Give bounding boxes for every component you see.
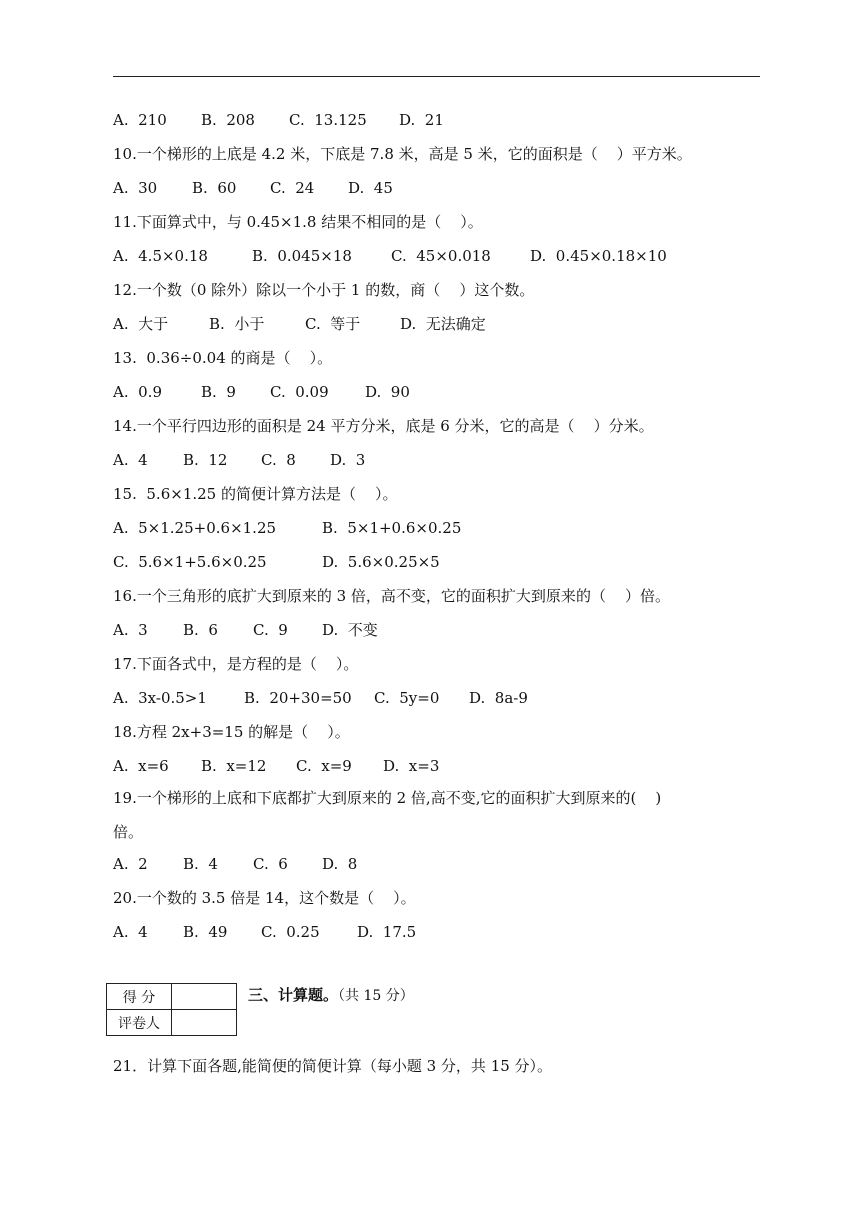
option-16a: A. 3 — [113, 621, 148, 639]
question-12: 12.一个数（0 除外）除以一个小于 1 的数，商（ ）这个数。 — [113, 281, 535, 299]
option-15b: B. 5×1+0.6×0.25 — [322, 519, 462, 537]
option-9b: B. 208 — [201, 111, 255, 129]
option-17b: B. 20+30=50 — [244, 689, 352, 707]
option-17a: A. 3x-0.5>1 — [113, 689, 207, 707]
grader-cell[interactable] — [172, 1010, 237, 1036]
score-table — [106, 983, 237, 1036]
option-10b: B. 60 — [192, 179, 237, 197]
option-14c: C. 8 — [261, 451, 296, 469]
option-19c: C. 6 — [253, 855, 288, 873]
option-9a: A. 210 — [113, 111, 167, 129]
option-19b: B. 4 — [183, 855, 218, 873]
option-19d: D. 8 — [322, 855, 358, 873]
option-16d: D. 不变 — [322, 621, 378, 639]
option-11d: D. 0.45×0.18×10 — [530, 247, 667, 265]
option-10d: D. 45 — [348, 179, 393, 197]
section-points: （共 15 分） — [338, 988, 414, 1004]
option-12c: C. 等于 — [305, 315, 361, 333]
option-20a: A. 4 — [113, 923, 148, 941]
option-12d: D. 无法确定 — [400, 315, 486, 333]
grader-label: 评卷人 — [107, 1010, 172, 1036]
question-18: 18.方程 2x+3=15 的解是（ ）。 — [113, 723, 350, 741]
option-20d: D. 17.5 — [357, 923, 417, 941]
option-15d: D. 5.6×0.25×5 — [322, 553, 440, 571]
question-10: 10.一个梯形的上底是 4.2 米，下底是 7.8 米，高是 5 米，它的面积是（ ）平方米。 — [113, 145, 692, 163]
option-13c: C. 0.09 — [270, 383, 329, 401]
question-21: 21．计算下面各题,能简便的简便计算（每小题 3 分，共 15 分）。 — [113, 1057, 553, 1075]
question-14: 14.一个平行四边形的面积是 24 平方分米，底是 6 分米，它的高是（ ）分米。 — [113, 417, 654, 435]
option-17d: D. 8a-9 — [469, 689, 528, 707]
question-19-continued: 倍。 — [113, 823, 144, 841]
option-20b: B. 49 — [183, 923, 228, 941]
option-9c: C. 13.125 — [289, 111, 367, 129]
option-20c: C. 0.25 — [261, 923, 320, 941]
option-17c: C. 5y=0 — [374, 689, 440, 707]
option-18b: B. x=12 — [201, 757, 267, 775]
option-13b: B. 9 — [201, 383, 236, 401]
option-13d: D. 90 — [365, 383, 410, 401]
option-14d: D. 3 — [330, 451, 366, 469]
option-10c: C. 24 — [270, 179, 315, 197]
score-cell[interactable] — [172, 984, 237, 1010]
option-12a: A. 大于 — [113, 315, 169, 333]
question-11: 11.下面算式中，与 0.45×1.8 结果不相同的是（ ）。 — [113, 213, 483, 231]
option-19a: A. 2 — [113, 855, 148, 873]
option-13a: A. 0.9 — [113, 383, 162, 401]
question-20: 20.一个数的 3.5 倍是 14，这个数是（ ）。 — [113, 889, 416, 907]
question-19: 19.一个梯形的上底和下底都扩大到原来的 2 倍,高不变,它的面积扩大到原来的( ) — [113, 789, 662, 807]
question-17: 17.下面各式中，是方程的是（ ）。 — [113, 655, 359, 673]
question-15: 15. 5.6×1.25 的简便计算方法是（ ）。 — [113, 485, 398, 503]
option-18a: A. x=6 — [113, 757, 169, 775]
score-label: 得 分 — [107, 984, 172, 1010]
option-9d: D. 21 — [399, 111, 444, 129]
option-11c: C. 45×0.018 — [391, 247, 491, 265]
section-heading — [248, 985, 414, 1006]
option-14a: A. 4 — [113, 451, 148, 469]
option-10a: A. 30 — [113, 179, 158, 197]
question-16: 16.一个三角形的底扩大到原来的 3 倍，高不变，它的面积扩大到原来的（ ）倍。 — [113, 587, 671, 605]
section-title: 三、计算题。 — [248, 986, 339, 1004]
option-14b: B. 12 — [183, 451, 228, 469]
option-18c: C. x=9 — [296, 757, 352, 775]
option-16c: C. 9 — [253, 621, 288, 639]
option-15a: A. 5×1.25+0.6×1.25 — [113, 519, 277, 537]
option-11a: A. 4.5×0.18 — [113, 247, 208, 265]
option-12b: B. 小于 — [209, 315, 265, 333]
header-rule — [113, 76, 760, 77]
option-18d: D. x=3 — [383, 757, 440, 775]
option-15c: C. 5.6×1+5.6×0.25 — [113, 553, 267, 571]
option-16b: B. 6 — [183, 621, 218, 639]
option-11b: B. 0.045×18 — [252, 247, 352, 265]
question-13: 13. 0.36÷0.04 的商是（ ）。 — [113, 349, 333, 367]
